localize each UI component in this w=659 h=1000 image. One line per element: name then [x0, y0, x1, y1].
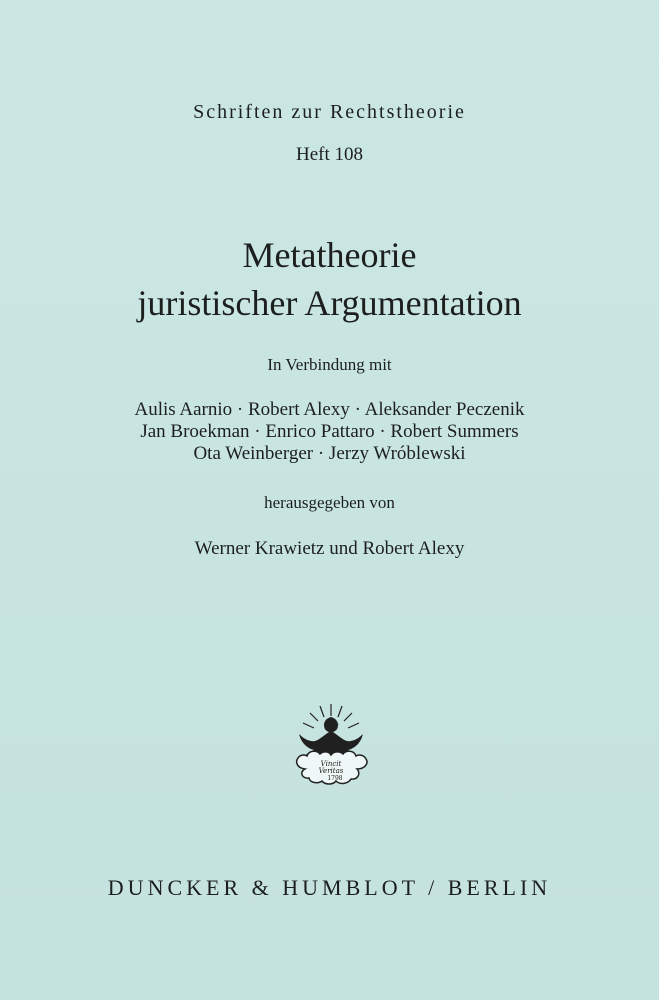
- authors-line-3: Ota Weinberger · Jerzy Wróblewski: [193, 443, 466, 464]
- in-connection-label: In Verbindung mit: [267, 355, 392, 374]
- book-title-line-2: juristischer Argumentation: [137, 283, 522, 323]
- edited-by-label: herausgegeben von: [264, 493, 395, 512]
- logo-motto-line-2: Veritas: [318, 767, 344, 775]
- editors-line: Werner Krawietz und Robert Alexy: [194, 538, 465, 559]
- eagle-logo-icon: [287, 693, 375, 795]
- series-title: Schriften zur Rechtstheorie: [193, 101, 466, 123]
- issue-number: Heft 108: [295, 144, 363, 165]
- authors-line-2: Jan Broekman · Enrico Pattaro · Robert Summers: [140, 421, 519, 442]
- authors-line-1: Aulis Aarnio · Robert Alexy · Aleksander Peczenik: [134, 399, 525, 420]
- logo-year: 1798: [327, 775, 343, 782]
- publisher-line: DUNCKER & HUMBLOT / BERLIN: [107, 875, 552, 900]
- logo-motto-line-1: Vincit: [320, 760, 342, 768]
- book-title-line-1: Metatheorie: [242, 235, 417, 275]
